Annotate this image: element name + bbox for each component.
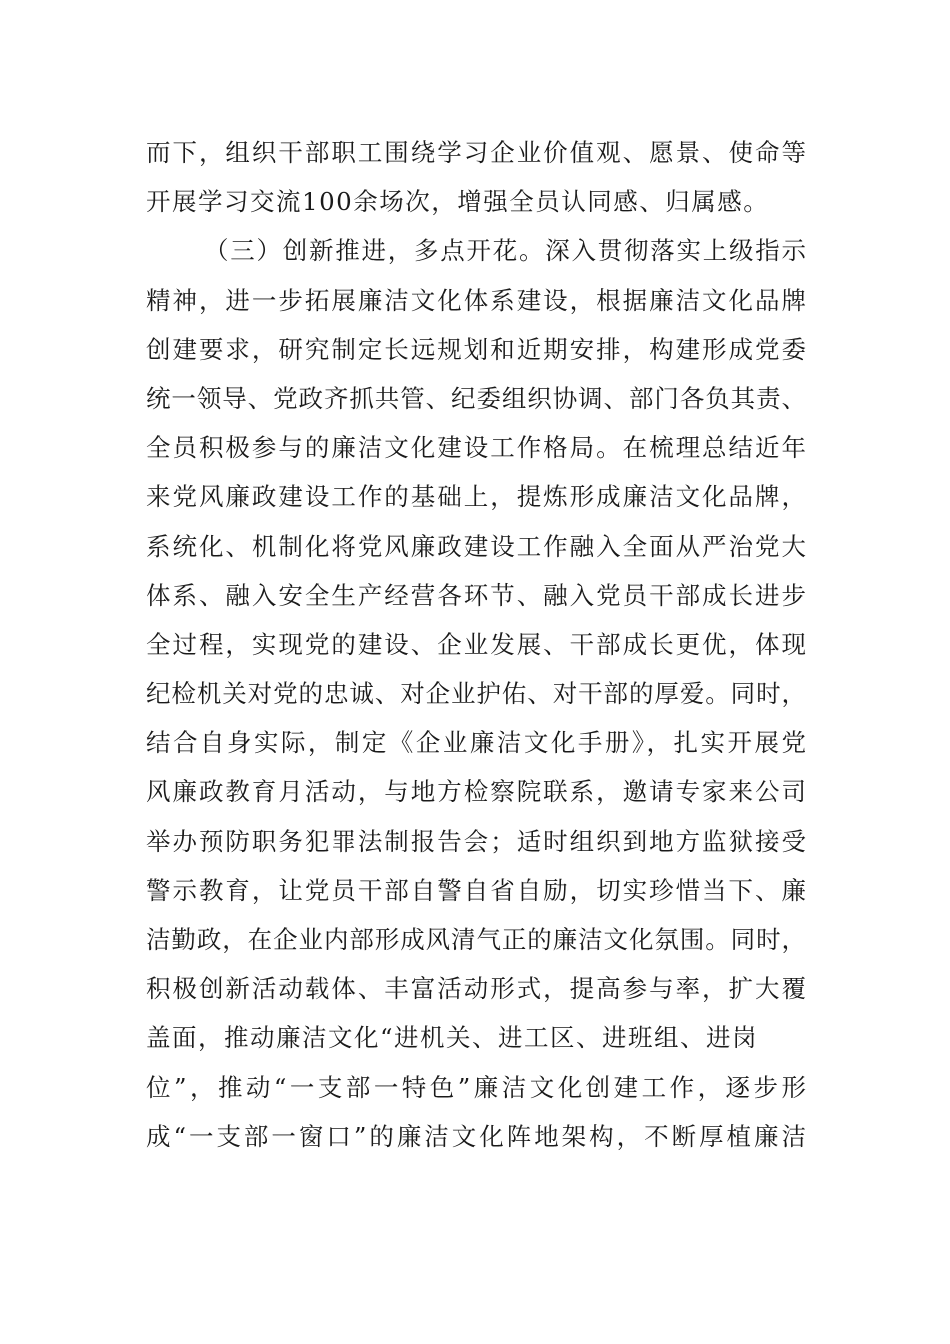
text-line: 精神，进一步拓展廉洁文化体系建设，根据廉洁文化品牌 xyxy=(146,285,806,315)
text-line: 结合自身实际，制定《企业廉洁文化手册》，扎实开展党 xyxy=(146,728,806,758)
text-line: 统一领导、党政齐抓共管、纪委组织协调、部门各负其责、 xyxy=(146,383,806,413)
section-heading-line: （三）创新推进，多点开花。深入贯彻落实上级指示 xyxy=(204,236,806,266)
text-line: 洁勤政，在企业内部形成风清气正的廉洁文化氛围。同时， xyxy=(146,925,806,954)
text-line: 开展学习交流100余场次，增强全员认同感、归属感。 xyxy=(146,187,770,217)
text-line: 纪检机关对党的忠诚、对企业护佑、对干部的厚爱。同时， xyxy=(146,679,806,709)
text-line: 警示教育，让党员干部自警自省自励，切实珍惜当下、廉 xyxy=(146,875,806,905)
text-line: 创建要求，研究制定长远规划和近期安排，构建形成党委 xyxy=(146,334,806,364)
text-line: 全过程，实现党的建设、企业发展、干部成长更优，体现 xyxy=(146,629,806,659)
body-text xyxy=(146,128,806,1161)
text-line: 而下，组织干部职工围绕学习企业价值观、愿景、使命等 xyxy=(146,138,806,167)
text-line: 盖面，推动廉洁文化“进机关、进工区、进班组、进岗 xyxy=(146,1023,759,1053)
text-line: 全员积极参与的廉洁文化建设工作格局。在梳理总结近年 xyxy=(146,433,806,463)
text-line: 积极创新活动载体、丰富活动形式，提高参与率，扩大覆 xyxy=(146,974,806,1004)
text-line: 位”，推动“一支部一特色”廉洁文化创建工作，逐步形 xyxy=(146,1072,806,1102)
text-line: 来党风廉政建设工作的基础上，提炼形成廉洁文化品牌， xyxy=(146,482,806,512)
text-line: 风廉政教育月活动，与地方检察院联系，邀请专家来公司 xyxy=(146,777,806,807)
text-line: 成“一支部一窗口”的廉洁文化阵地架构，不断厚植廉洁 xyxy=(146,1121,806,1151)
text-line: 系统化、机制化将党风廉政建设工作融入全面从严治党大 xyxy=(146,531,806,561)
text-line: 举办预防职务犯罪法制报告会；适时组织到地方监狱接受 xyxy=(146,826,806,856)
text-line: 体系、融入安全生产经营各环节、融入党员干部成长进步 xyxy=(146,580,806,610)
